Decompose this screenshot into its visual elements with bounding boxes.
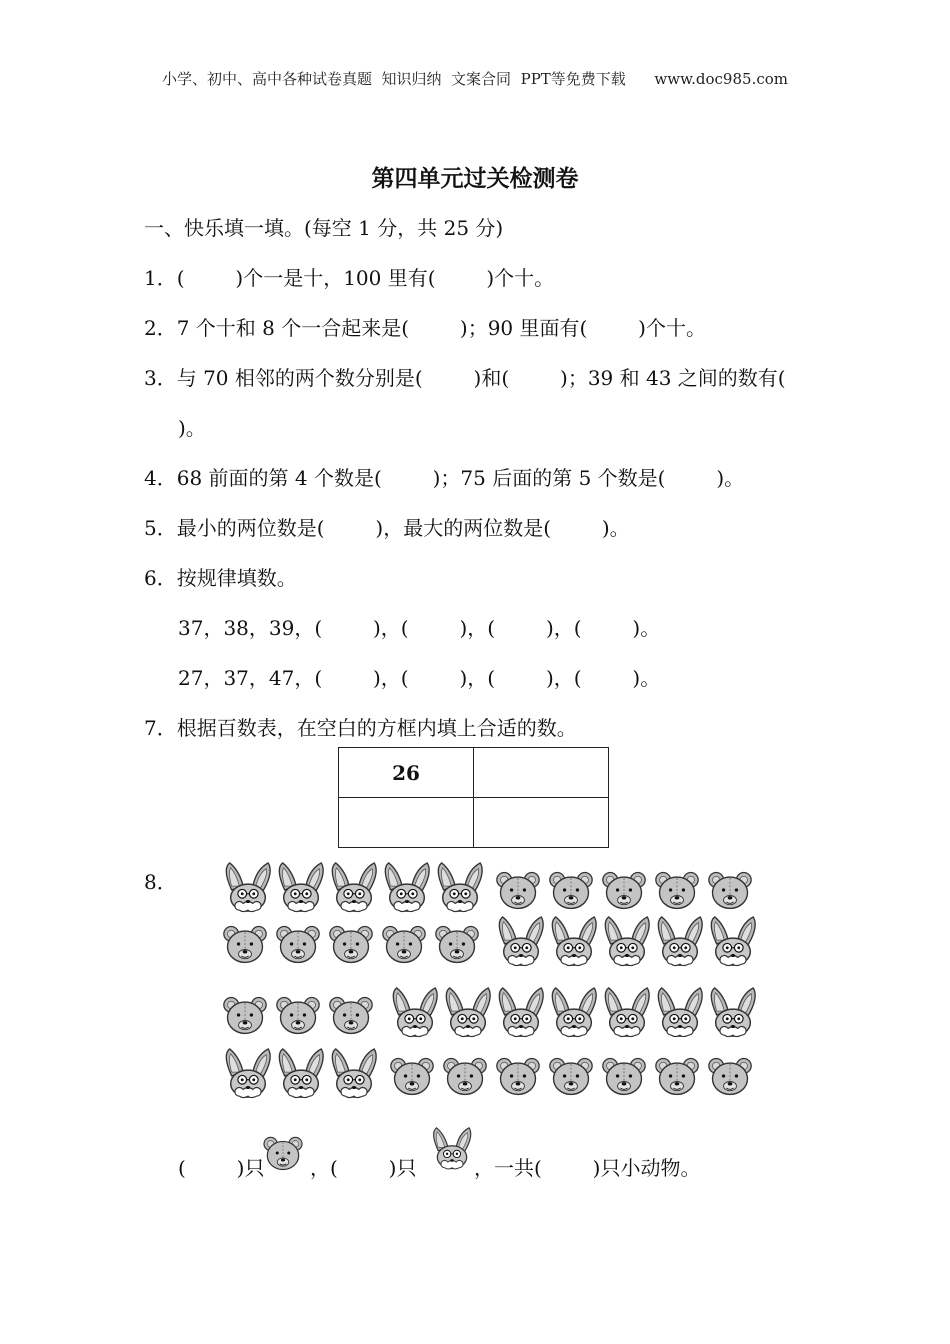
question-3-continued: )。 — [178, 416, 206, 440]
section-heading: 一、快乐填一填。(每空 1 分，共 25 分) — [144, 216, 504, 240]
bear-icon — [224, 927, 266, 963]
rabbit-icon — [605, 917, 649, 966]
bear-icon — [330, 927, 372, 963]
bear-icon — [497, 1059, 539, 1095]
rabbit-icon — [499, 988, 543, 1037]
bear-icon — [550, 1059, 592, 1095]
bear-icon — [262, 1134, 304, 1172]
rabbit-icon — [552, 917, 596, 966]
question-7: 7．根据百数表，在空白的方框内填上合适的数。 — [144, 716, 577, 740]
question-6: 6．按规律填数。 — [144, 566, 297, 590]
rabbit-icon — [711, 917, 755, 966]
bear-icon — [709, 1059, 751, 1095]
bear-icon — [656, 1059, 698, 1095]
rabbit-icon — [658, 988, 702, 1037]
page-title: 第四单元过关检测卷 — [371, 166, 579, 192]
table-cell: 26 — [339, 748, 474, 798]
bear-icon — [444, 1059, 486, 1095]
answer-rabbit-count: ，( )只 — [310, 1156, 417, 1180]
question-1: 1．( )个一是十，100 里有( )个十。 — [144, 266, 555, 290]
rabbit-icon — [279, 863, 323, 912]
rabbit-icon — [711, 988, 755, 1037]
bear-icon — [436, 927, 478, 963]
rabbit-icon — [226, 863, 270, 912]
rabbit-icon — [552, 988, 596, 1037]
bear-icon — [709, 873, 751, 909]
question-4: 4．68 前面的第 4 个数是( )；75 后面的第 5 个数是( )。 — [144, 466, 745, 490]
rabbit-icon — [332, 1049, 376, 1098]
rabbit-icon — [446, 988, 490, 1037]
question-8-number: 8． — [144, 870, 177, 894]
bear-icon — [656, 873, 698, 909]
rabbit-icon — [658, 917, 702, 966]
rabbit-icon — [279, 1049, 323, 1098]
rabbit-icon — [430, 1126, 474, 1172]
bear-icon — [330, 998, 372, 1034]
bear-icon — [550, 873, 592, 909]
bear-icon — [603, 1059, 645, 1095]
rabbit-icon — [226, 1049, 270, 1098]
rabbit-icon — [332, 863, 376, 912]
bear-icon — [277, 998, 319, 1034]
bear-icon — [224, 998, 266, 1034]
question-2: 2．7 个十和 8 个一合起来是( )；90 里面有( )个十。 — [144, 316, 706, 340]
rabbit-icon — [438, 863, 482, 912]
sequence-1: 37，38，39，( )，( )，( )，( )。 — [178, 616, 661, 640]
bear-icon — [383, 927, 425, 963]
question-3: 3．与 70 相邻的两个数分别是( )和( )；39 和 43 之间的数有( — [144, 366, 786, 390]
bear-icon — [277, 927, 319, 963]
question-5: 5．最小的两位数是( )，最大的两位数是( )。 — [144, 516, 630, 540]
answer-total-count: ，一共( )只小动物。 — [474, 1156, 701, 1180]
bear-icon — [497, 873, 539, 909]
bear-icon — [391, 1059, 433, 1095]
rabbit-icon — [499, 917, 543, 966]
rabbit-icon — [605, 988, 649, 1037]
page-header: 小学、初中、高中各种试卷真题 知识归纳 文案合同 PPT等免费下载 www.doc985.com — [161, 70, 788, 88]
bear-icon — [603, 873, 645, 909]
sequence-2: 27，37，47，( )，( )，( )，( )。 — [178, 666, 661, 690]
rabbit-icon — [385, 863, 429, 912]
rabbit-icon — [393, 988, 437, 1037]
answer-bear-count: ( )只 — [178, 1156, 265, 1180]
